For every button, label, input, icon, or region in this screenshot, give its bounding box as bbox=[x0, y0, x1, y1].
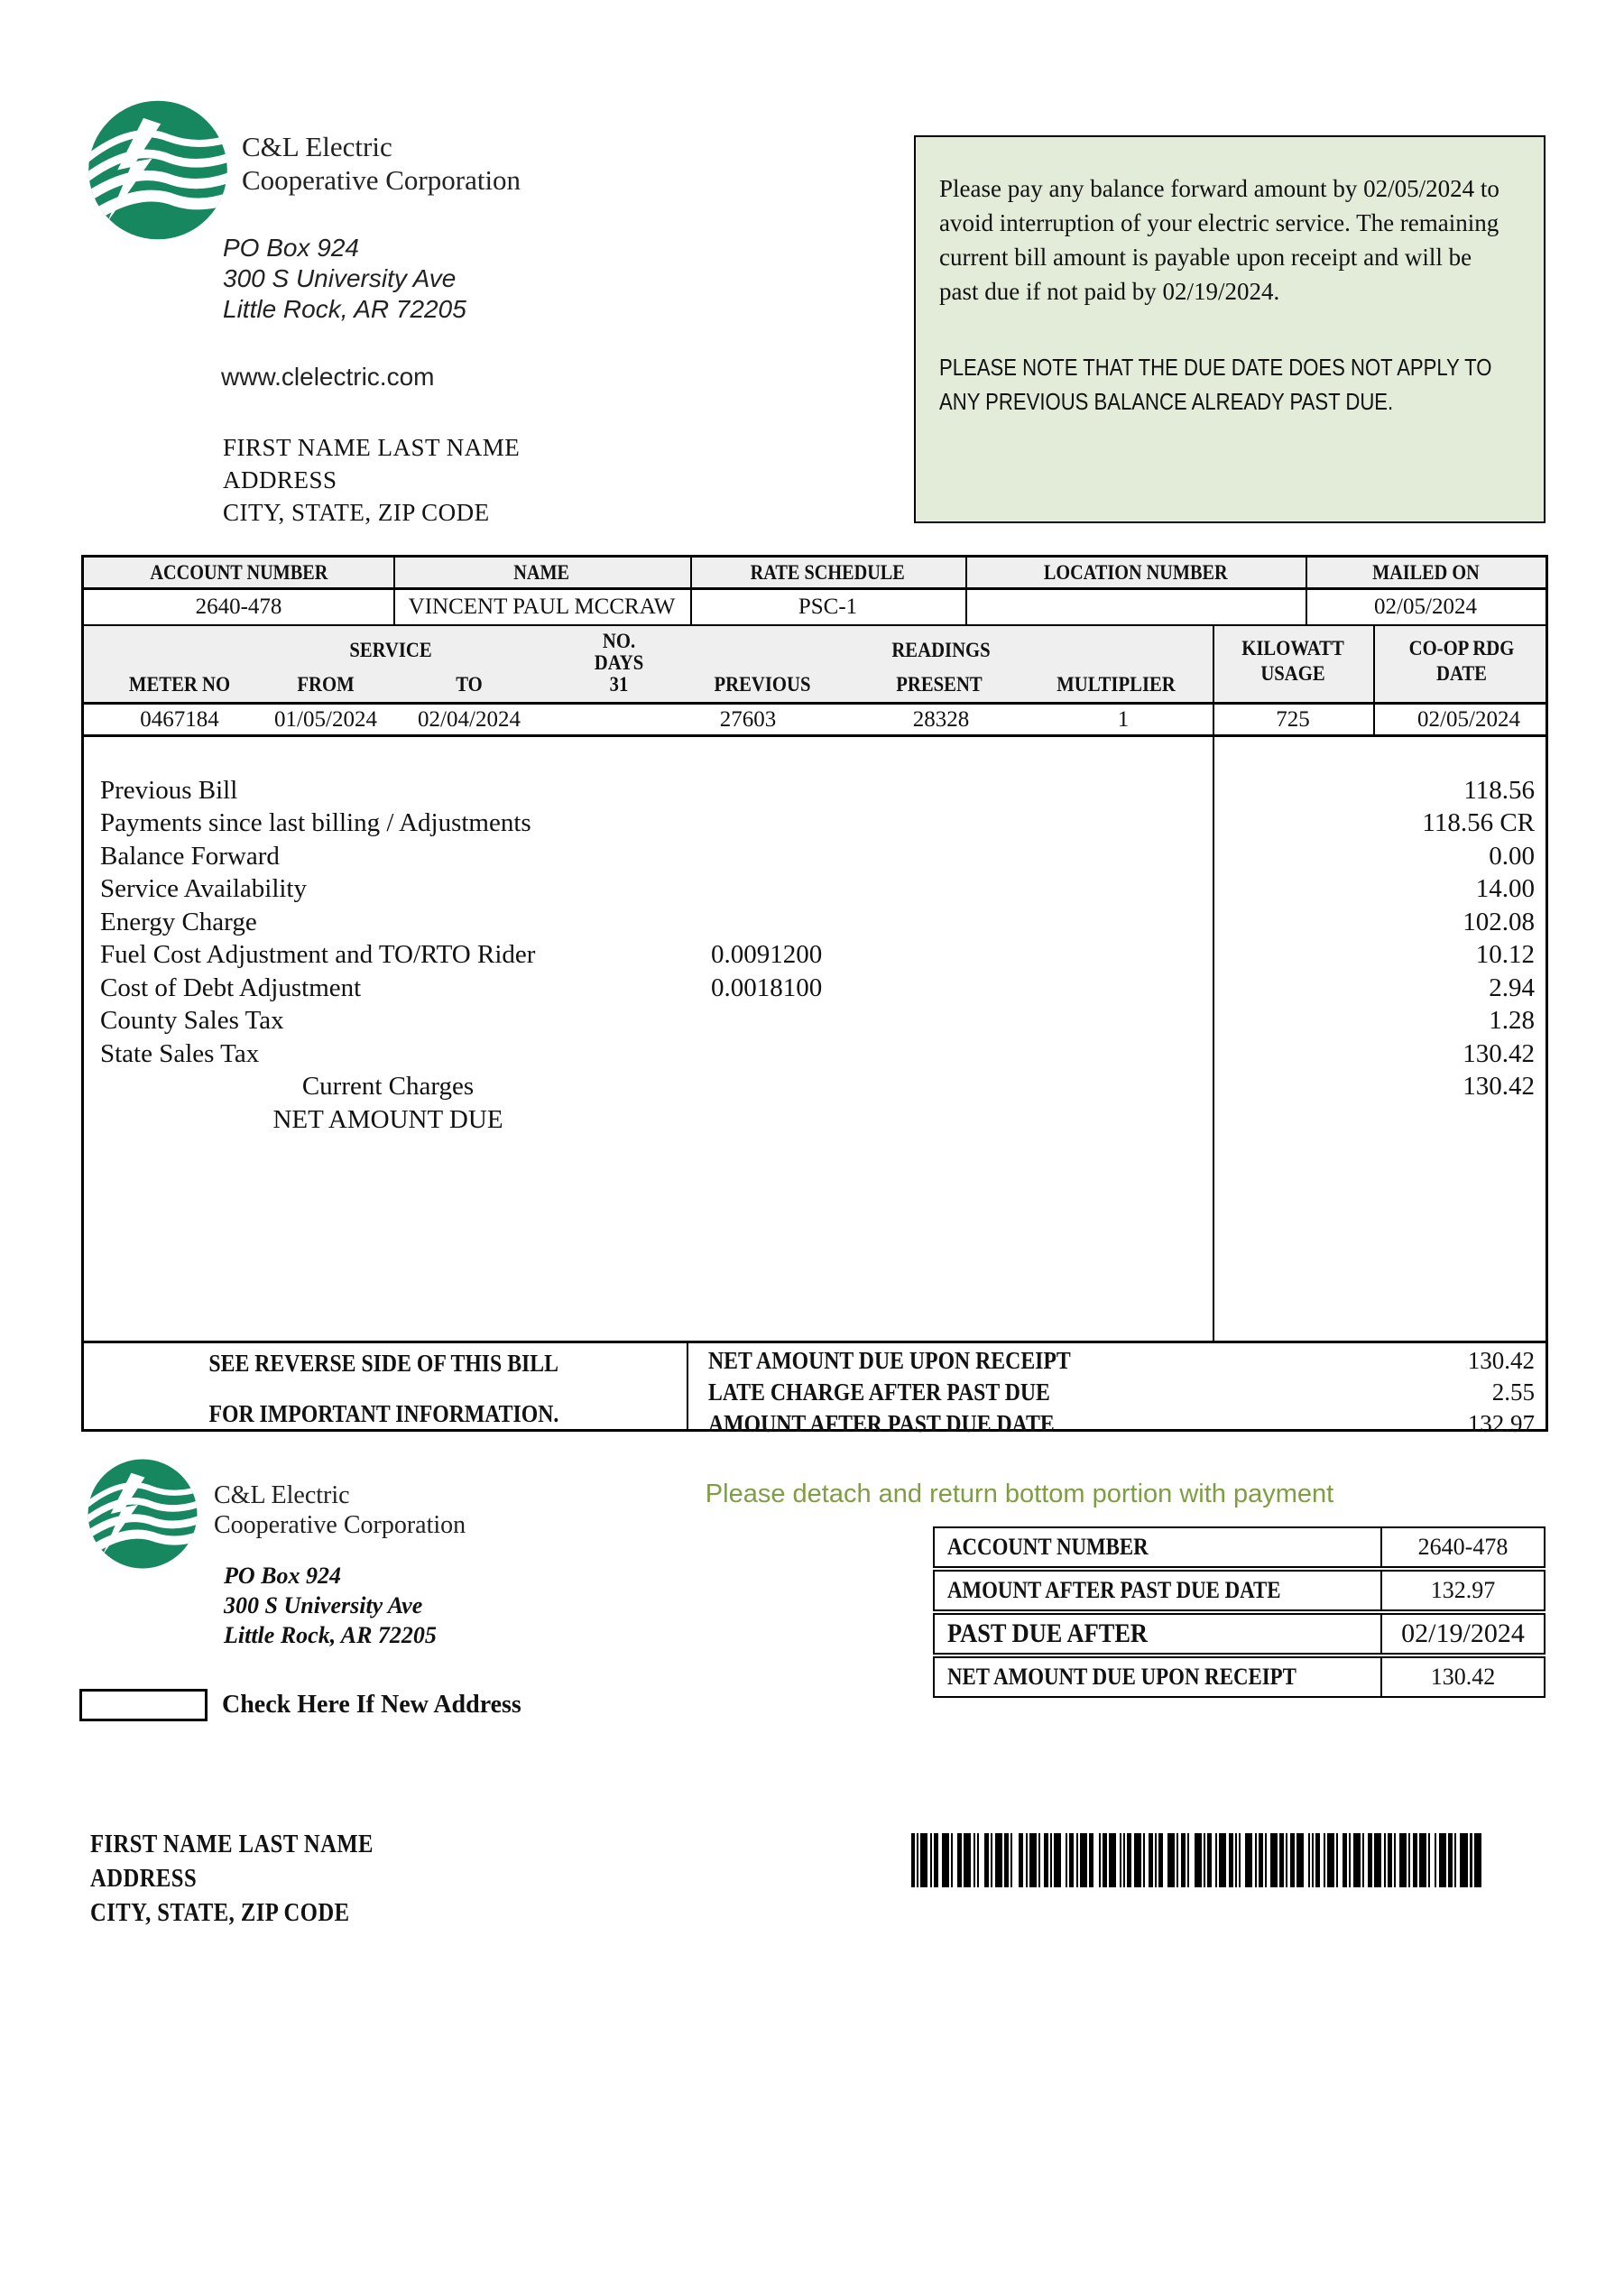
barcode-bar bbox=[1327, 1833, 1334, 1887]
charge-label: Energy Charge bbox=[100, 908, 257, 936]
previous-reading-value: 27603 bbox=[719, 707, 777, 732]
see-reverse-note-line1: SEE REVERSE SIDE OF THIS BILL bbox=[208, 1350, 558, 1377]
charge-label: Fuel Cost Adjustment and TO/RTO Rider bbox=[100, 940, 536, 969]
due-date-note-paragraph: PLEASE NOTE THAT THE DUE DATE DOES NOT APPLY TO ANY PREVIOUS BALANCE ALREADY PAST DUE. bbox=[939, 354, 1492, 415]
barcode-bar bbox=[920, 1833, 927, 1887]
col-to: TO bbox=[456, 673, 483, 696]
remit-label: AMOUNT AFTER PAST DUE DATE bbox=[947, 1577, 1281, 1603]
company-logo bbox=[86, 95, 230, 245]
company-address-line2: 300 S University Ave bbox=[223, 264, 457, 292]
company-address-line1: PO Box 924 bbox=[223, 234, 359, 262]
charge-amount: 1.28 bbox=[1489, 1006, 1535, 1035]
payment-notice-paragraph: Please pay any balance forward amount by 02/05/2024 to avoid interruption of your electric service. The remaining current bill amount is payable upon receipt and will be past due if not paid by 02/19/2024. bbox=[939, 175, 1499, 305]
detach-instruction: Please detach and return bottom portion with payment bbox=[705, 1480, 1334, 1508]
bill-table bbox=[81, 555, 1548, 1437]
company-name bbox=[242, 130, 521, 197]
table-row bbox=[933, 1613, 1546, 1655]
col-from: FROM bbox=[297, 673, 355, 696]
divider bbox=[1373, 626, 1375, 734]
col-coop-rdg-line2: DATE bbox=[1436, 662, 1487, 685]
header-mailed-on: MAILED ON bbox=[1371, 560, 1480, 584]
charge-row bbox=[84, 1039, 1546, 1073]
barcode-bar bbox=[1270, 1833, 1278, 1887]
remit-value: 132.97 bbox=[1380, 1572, 1544, 1609]
remit-company-name bbox=[214, 1480, 466, 1540]
barcode-bar bbox=[1399, 1833, 1407, 1887]
remit-address-line1: PO Box 924 bbox=[224, 1563, 341, 1589]
mailing-recipient-block bbox=[223, 431, 520, 529]
charge-rate: 0.0018100 bbox=[711, 973, 823, 1002]
charge-row bbox=[84, 973, 1546, 1007]
company-logo-small bbox=[84, 1457, 201, 1571]
company-name-line2: Cooperative Corporation bbox=[242, 164, 521, 196]
table-row bbox=[933, 1526, 1546, 1568]
col-days-value: 31 bbox=[609, 673, 629, 696]
charge-label: County Sales Tax bbox=[100, 1006, 284, 1035]
remit-value: 2640-478 bbox=[1380, 1528, 1544, 1566]
col-kilowatt-usage-line2: USAGE bbox=[1260, 662, 1325, 685]
barcode-bar bbox=[1374, 1833, 1381, 1887]
barcode-bar bbox=[1419, 1833, 1426, 1887]
meter-no-value: 0467184 bbox=[140, 707, 219, 732]
summary-amount: 132.97 bbox=[1467, 1410, 1535, 1437]
company-name-line1: C&L Electric bbox=[242, 131, 392, 162]
new-address-checkbox-label: Check Here If New Address bbox=[222, 1691, 521, 1719]
company-address-line3: Little Rock, AR 72205 bbox=[223, 295, 466, 323]
current-charges-label: Current Charges bbox=[301, 1072, 475, 1101]
charge-label: State Sales Tax bbox=[100, 1039, 260, 1068]
divider bbox=[690, 558, 692, 624]
company-website: www.clelectric.com bbox=[221, 363, 435, 391]
value-rate-schedule: PSC-1 bbox=[798, 595, 858, 619]
new-address-checkbox[interactable] bbox=[79, 1689, 208, 1721]
remit-company-line1: C&L Electric bbox=[214, 1481, 350, 1509]
divider bbox=[84, 734, 1546, 737]
charge-rate: 0.0091200 bbox=[711, 940, 823, 969]
multiplier-value: 1 bbox=[1117, 707, 1130, 732]
remit-value: 02/19/2024 bbox=[1380, 1615, 1544, 1653]
charge-amount: 118.56 bbox=[1463, 776, 1535, 805]
divider bbox=[1213, 626, 1214, 734]
kilowatt-usage-value: 725 bbox=[1276, 707, 1310, 732]
divider bbox=[687, 1343, 688, 1429]
col-previous: PREVIOUS bbox=[714, 673, 811, 696]
table-row bbox=[933, 1570, 1546, 1611]
recipient-address: ADDRESS bbox=[223, 466, 337, 493]
charge-amount: 2.94 bbox=[1489, 973, 1535, 1002]
header-account-number: ACCOUNT NUMBER bbox=[150, 560, 328, 584]
table-row bbox=[933, 1656, 1546, 1698]
charge-amount: 14.00 bbox=[1475, 874, 1535, 903]
barcode-bar bbox=[1109, 1833, 1116, 1887]
charge-row bbox=[84, 1006, 1546, 1039]
barcode-bar bbox=[1474, 1833, 1481, 1887]
barcode-bar bbox=[1167, 1833, 1175, 1887]
present-reading-value: 28328 bbox=[912, 707, 970, 732]
charge-amount: 102.08 bbox=[1463, 908, 1535, 936]
barcode-bar bbox=[1134, 1833, 1141, 1887]
charge-label: Service Availability bbox=[100, 874, 307, 903]
charge-amount: 130.42 bbox=[1463, 1039, 1535, 1068]
charge-row bbox=[84, 940, 1546, 973]
recipient-name: FIRST NAME LAST NAME bbox=[223, 434, 521, 461]
charge-row bbox=[84, 776, 1546, 809]
col-kilowatt-usage-line1: KILOWATT bbox=[1241, 637, 1344, 659]
charge-label: Cost of Debt Adjustment bbox=[100, 973, 362, 1002]
charge-row bbox=[84, 808, 1546, 842]
value-account-number: 2640-478 bbox=[195, 595, 282, 619]
value-name: VINCENT PAUL MCCRAW bbox=[408, 595, 676, 619]
summary-amount: 2.55 bbox=[1491, 1379, 1535, 1406]
barcode-bar bbox=[1219, 1833, 1226, 1887]
charge-amount: 118.56 CR bbox=[1422, 808, 1535, 837]
charge-row bbox=[84, 842, 1546, 875]
remit-recipient-city-state-zip: CITY, STATE, ZIP CODE bbox=[90, 1899, 350, 1927]
barcode-bar bbox=[1080, 1833, 1087, 1887]
header-name: NAME bbox=[513, 560, 570, 584]
group-no-days-line1: NO. bbox=[602, 630, 636, 652]
remit-value: 130.42 bbox=[1380, 1658, 1544, 1696]
summary-label: LATE CHARGE AFTER PAST DUE bbox=[708, 1379, 1050, 1406]
barcode-bar bbox=[1460, 1833, 1468, 1887]
service-to-value: 02/04/2024 bbox=[418, 707, 521, 732]
barcode-bar bbox=[1245, 1833, 1252, 1887]
summary-label: NET AMOUNT DUE UPON RECEIPT bbox=[708, 1347, 1071, 1374]
charge-amount: 10.12 bbox=[1475, 940, 1535, 969]
remit-recipient-block bbox=[90, 1828, 412, 1931]
remit-recipient-address: ADDRESS bbox=[90, 1865, 198, 1893]
divider bbox=[393, 558, 395, 624]
barcode-bar bbox=[942, 1833, 949, 1887]
current-charges-amount: 130.42 bbox=[1463, 1072, 1535, 1101]
barcode-bar bbox=[1029, 1833, 1037, 1887]
summary-label: AMOUNT AFTER PAST DUE DATE bbox=[708, 1410, 1055, 1437]
divider bbox=[84, 702, 1546, 705]
col-present: PRESENT bbox=[896, 673, 983, 696]
net-amount-due-label: NET AMOUNT DUE bbox=[272, 1105, 503, 1134]
col-multiplier: MULTIPLIER bbox=[1057, 673, 1176, 696]
barcode-bar bbox=[964, 1833, 971, 1887]
group-service: SERVICE bbox=[349, 639, 432, 661]
remit-company-line2: Cooperative Corporation bbox=[214, 1511, 466, 1539]
remit-recipient-name: FIRST NAME LAST NAME bbox=[90, 1830, 374, 1858]
remit-address-line3: Little Rock, AR 72205 bbox=[224, 1622, 437, 1648]
header-location-number: LOCATION NUMBER bbox=[1043, 560, 1228, 584]
company-address bbox=[223, 233, 466, 325]
service-from-value: 01/05/2024 bbox=[274, 707, 377, 732]
value-location-number bbox=[965, 590, 1306, 624]
barcode-bar bbox=[1012, 1833, 1019, 1887]
payment-notice-box bbox=[914, 135, 1546, 523]
divider bbox=[84, 1341, 1546, 1343]
divider bbox=[965, 558, 967, 624]
see-reverse-note-line2: FOR IMPORTANT INFORMATION. bbox=[208, 1400, 558, 1427]
barcode-bar bbox=[995, 1833, 1002, 1887]
coop-rdg-date-value: 02/05/2024 bbox=[1417, 707, 1520, 732]
remit-company-address bbox=[224, 1561, 437, 1650]
summary-amount: 130.42 bbox=[1467, 1347, 1535, 1374]
barcode-bar bbox=[1054, 1833, 1061, 1887]
barcode-bar bbox=[1439, 1833, 1446, 1887]
divider bbox=[1306, 558, 1307, 624]
charge-row bbox=[84, 1105, 1546, 1139]
col-meter-no: METER NO bbox=[128, 673, 231, 696]
charge-label: Payments since last billing / Adjustments bbox=[100, 808, 531, 837]
remit-label: PAST DUE AFTER bbox=[947, 1618, 1149, 1648]
remit-address-line2: 300 S University Ave bbox=[224, 1592, 423, 1618]
value-mailed-on: 02/05/2024 bbox=[1374, 595, 1477, 619]
charge-label: Previous Bill bbox=[100, 776, 238, 805]
barcode-bar bbox=[1195, 1833, 1202, 1887]
group-no-days-line2: DAYS bbox=[594, 651, 644, 674]
remit-label: NET AMOUNT DUE UPON RECEIPT bbox=[947, 1664, 1296, 1690]
charge-row bbox=[84, 1072, 1546, 1105]
charge-row bbox=[84, 908, 1546, 941]
charge-row bbox=[84, 874, 1546, 908]
group-readings: READINGS bbox=[891, 639, 991, 661]
charge-amount: 0.00 bbox=[1489, 842, 1535, 871]
payment-barcode bbox=[911, 1833, 1481, 1887]
remit-label: ACCOUNT NUMBER bbox=[947, 1534, 1149, 1560]
barcode-bar bbox=[1296, 1833, 1304, 1887]
barcode-bar bbox=[1353, 1833, 1361, 1887]
col-coop-rdg-line1: CO-OP RDG bbox=[1408, 637, 1515, 659]
header-rate-schedule: RATE SCHEDULE bbox=[750, 560, 906, 584]
charge-label: Balance Forward bbox=[100, 842, 280, 871]
recipient-city-state-zip: CITY, STATE, ZIP CODE bbox=[223, 499, 490, 526]
remit-summary-table bbox=[933, 1526, 1546, 1700]
